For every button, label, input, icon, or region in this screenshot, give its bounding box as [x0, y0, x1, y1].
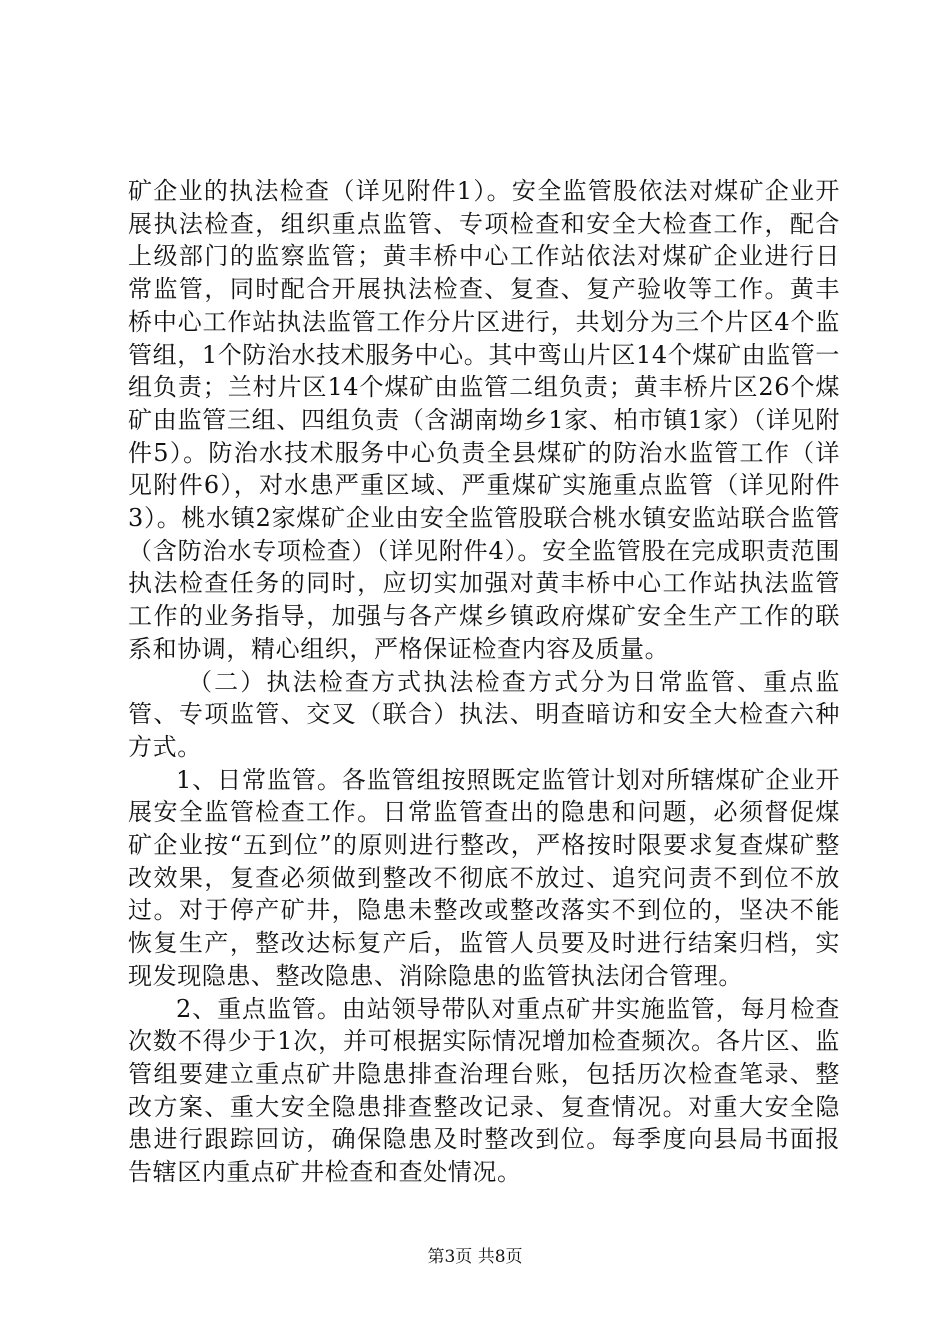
document-body — [128, 175, 840, 1189]
paragraph-daily-supervision: 1、日常监管。各监管组按照既定监管计划对所辖煤矿企业开展安全监管检查工作。日常监管查出的隐患和问题，必须督促煤矿企业按“五到位”的原则进行整改，严格按时限要求复查煤矿整改效果，复查必须做到整改不彻底不放过、追究问责不到位不放过。对于停产矿井，隐患未整改或整改落实不到位的，坚决不能恢复生产，整改达标复产后，监管人员要及时进行结案归档，实现发现隐患、整改隐患、消除隐患的监管执法闭合管理。 — [128, 765, 840, 990]
page-number-footer: 第3页 共8页 — [427, 1247, 523, 1267]
paragraph-key-supervision: 2、重点监管。由站领导带队对重点矿井实施监管，每月检查次数不得少于1次，并可根据实际情况增加检查频次。各片区、监管组要建立重点矿井隐患排查治理台账，包括历次检查笔录、整改方案、重大安全隐患排查整改记录、复查情况。对重大安全隐患进行跟踪回访，确保隐患及时整改到位。每季度向县局书面报告辖区内重点矿井检查和查处情况。 — [128, 994, 840, 1187]
paragraph-section-2: （二）执法检查方式执法检查方式分为日常监管、重点监管、专项监管、交叉（联合）执法、明查暗访和安全大检查六种方式。 — [128, 667, 840, 761]
paragraph-continuation: 矿企业的执法检查（详见附件1）。安全监管股依法对煤矿企业开展执法检查，组织重点监管、专项检查和安全大检查工作，配合上级部门的监察监管；黄丰桥中心工作站依法对煤矿企业进行日常监管，同时配合开展执法检查、复查、复产验收等工作。黄丰桥中心工作站执法监管工作分片区进行，共划分为三个片区4个监管组，1个防治水技术服务中心。其中鸾山片区14个煤矿由监管一组负责；兰村片区14个煤矿由监管二组负责；黄丰桥片区26个煤矿由监管三组、四组负责（含湖南坳乡1家、柏市镇1家）（详见附件5）。防治水技术服务中心负责全县煤矿的防治水监管工作（详见附件6），对水患严重区域、严重煤矿实施重点监管（详见附件3）。桃水镇2家煤矿企业由安全监管股联合桃水镇安监站联合监管（含防治水专项检查）（详见附件4）。安全监管股在完成职责范围执法检查任务的同时，应切实加强对黄丰桥中心工作站执法监管工作的业务指导，加强与各产煤乡镇政府煤矿安全生产工作的联系和协调，精心组织，严格保证检查内容及质量。 — [128, 177, 840, 663]
